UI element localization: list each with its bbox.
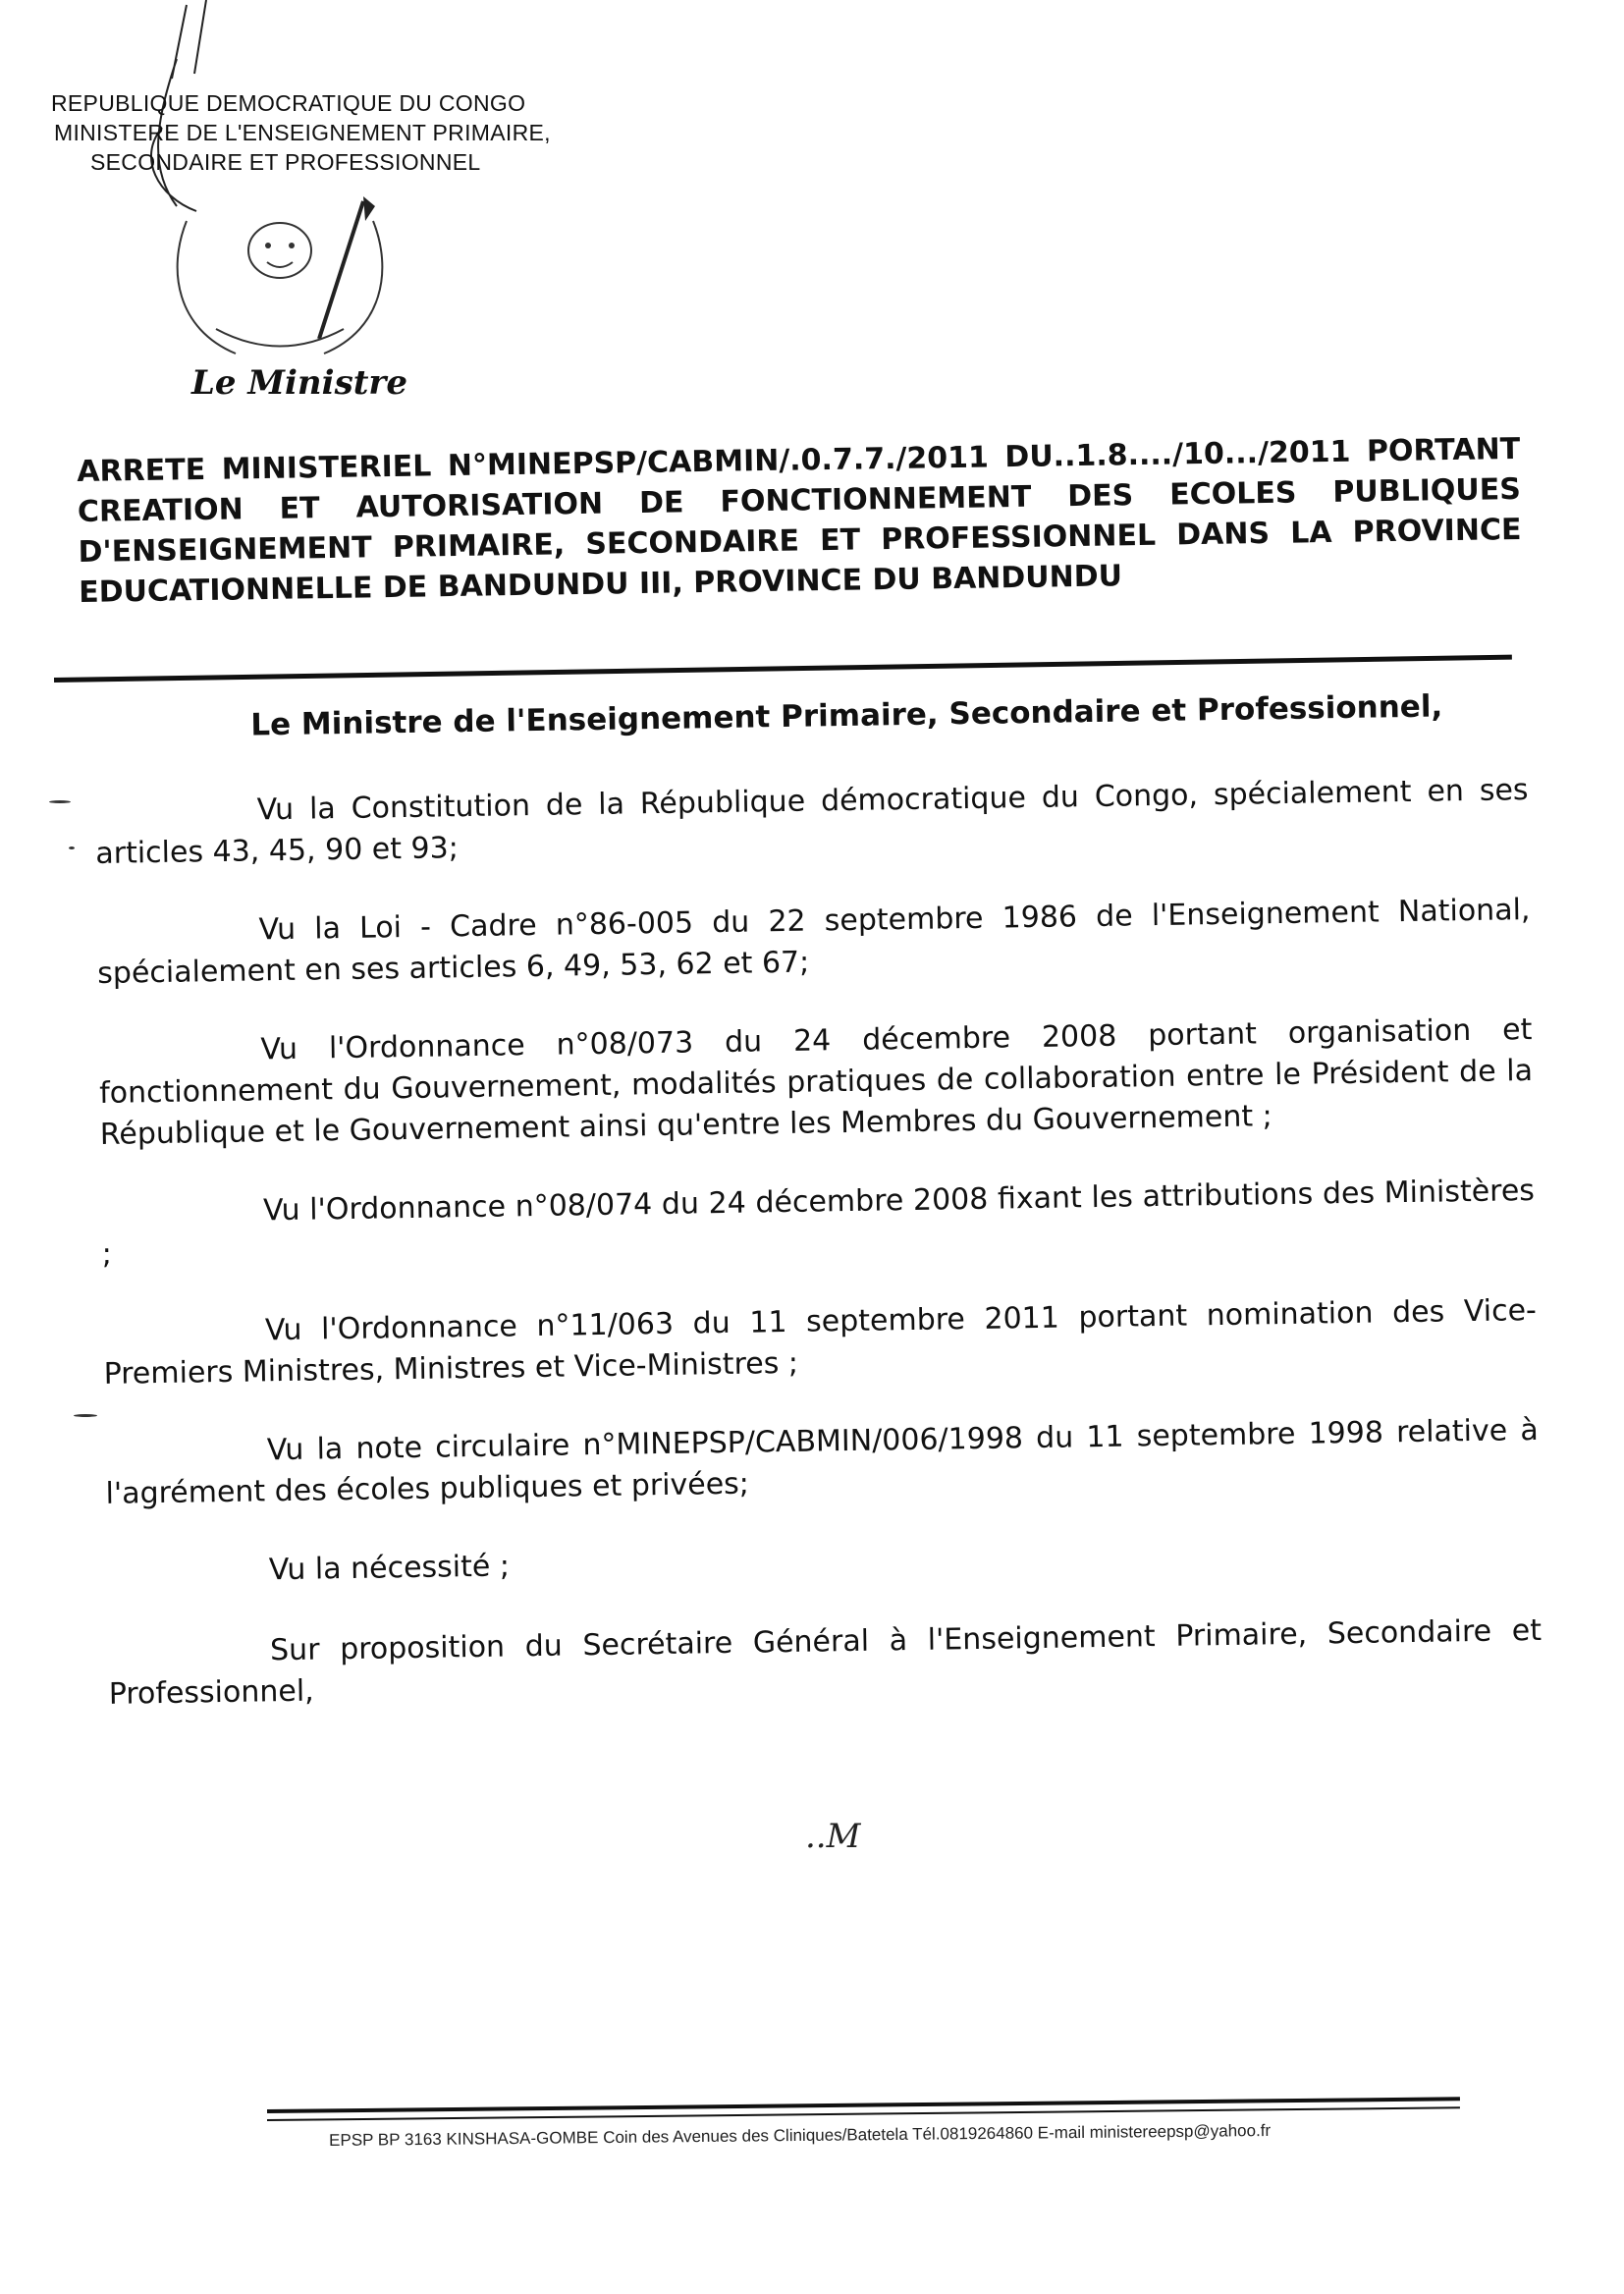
recital-paragraph: Vu l'Ordonnance n°08/074 du 24 décembre 2008 fixant les attributions des Ministères ; [101,1174,1536,1272]
salutation: Le Ministre de l'Enseignement Primaire, Secondaire et Professionnel, [250,688,1443,743]
recital-paragraph: Vu l'Ordonnance n°08/073 du 24 décembre 2008 portant organisation et fonctionnement du Gouvernement, modalités pratiques de collaboration entre le Président de la République et le Gouvernement ainsi qu'entre les Membres du Gouvernement ; [98,1012,1534,1152]
recital-paragraph: Vu la note circulaire n°MINEPSP/CABMIN/006/1998 du 11 septembre 1998 relative à l'agrément des écoles publiques et privées; [105,1412,1540,1511]
coat-of-arms-icon [157,191,403,368]
footer-address: EPSP BP 3163 KINSHASA-GOMBE Coin des Avenues des Cliniques/Batetela Tél.0819264860 E-mail ministereepsp@yahoo.fr [329,2120,1272,2150]
recital-paragraph: Vu la Loi - Cadre n°86-005 du 22 septembre 1986 de l'Enseignement National, spécialement en ses articles 6, 49, 53, 62 et 67; [96,893,1531,991]
decree-title [77,429,1522,613]
decree-body [93,684,1543,1753]
recital-paragraph: Vu la nécessité ; [268,1549,511,1588]
decree-title-line: ARRETE MINISTERIEL N°MINEPSP/CABMIN/.0.7.7./2011 DU..1.8..../10.../2011 PORTANT [77,431,1521,489]
header-ministry-line2: SECONDAIRE ET PROFESSIONNEL [90,149,481,175]
scan-mark [69,847,75,849]
decree-title-line: CREATION ET AUTORISATION DE FONCTIONNEMENT DES ECOLES PUBLIQUES [77,471,1522,529]
decree-title-line: EDUCATIONNELLE DE BANDUNDU III, PROVINCE DU BANDUNDU [78,559,1123,610]
scan-mark [49,800,71,803]
header-ministry-line1: MINISTERE DE L'ENSEIGNEMENT PRIMAIRE, [54,120,551,145]
header-country: REPUBLIQUE DEMOCRATIQUE DU CONGO [51,90,526,116]
page-initials: ..M [805,1817,861,1856]
recital-paragraph: Vu la Constitution de la République démocratique du Congo, spécialement en ses articles 43, 45, 90 et 93; [95,773,1529,871]
minister-signatory-label: Le Ministre [191,363,407,403]
footer-divider [267,2097,1460,2113]
recital-paragraph: Sur proposition du Secrétaire Général à l'Enseignement Primaire, Secondaire et Professionnel, [108,1612,1543,1712]
scan-mark [74,1414,97,1417]
decree-title-line: D'ENSEIGNEMENT PRIMAIRE, SECONDAIRE ET PROFESSIONNEL DANS LA PROVINCE [78,512,1522,570]
recital-paragraph: Vu l'Ordonnance n°11/063 du 11 septembre 2011 portant nomination des Vice-Premiers Ministres, Ministres et Vice-Ministres ; [103,1292,1538,1392]
title-divider [54,655,1512,683]
